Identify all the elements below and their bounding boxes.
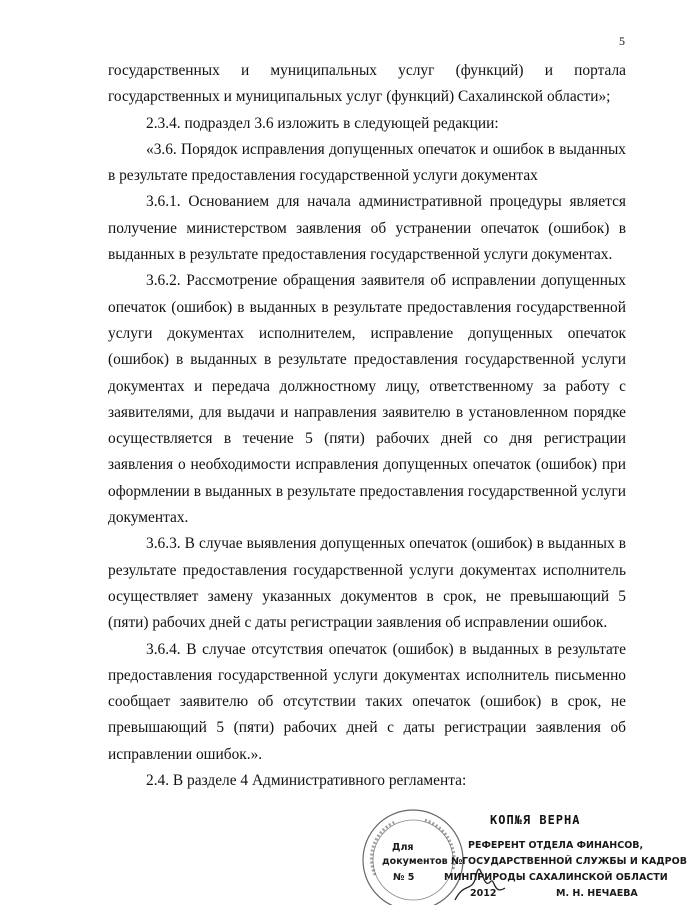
paragraph-3-6-3: 3.6.3. В случае выявления допущенных опечаток (ошибок) в выданных в результате предоставления государственной услуги документах исполнитель осуществляет замену указанных документов в срок, не превышающий 5 (пяти) рабочих дней с даты регистрации заявления об исправлении ошибок. xyxy=(108,535,626,632)
document-body xyxy=(108,58,626,794)
copy-verified-label: КОП№Я ВЕРНА xyxy=(490,813,581,827)
stamp-line-4: ГОСУДАРСТВЕННОЙ СЛУЖБЫ И КАДРОВ xyxy=(462,856,687,867)
paragraph-portal: государственных и муниципальных услуг (функций) и портала государственных и муниципальных услуг (функций) Сахалинской области»; xyxy=(108,62,626,106)
stamp-line-3: документов № xyxy=(382,856,463,867)
stamp-line-1: Для xyxy=(392,842,414,853)
paragraph-2-3-4: 2.3.4. подраздел 3.6 изложить в следующей редакции: xyxy=(146,114,499,132)
paragraph-2-4: 2.4. В разделе 4 Административного регламента: xyxy=(146,772,467,790)
stamp-line-7: 2012 xyxy=(470,888,497,899)
stamp-line-5: № 5 xyxy=(393,872,415,883)
stamp-line-6: МИНПРИРОДЫ САХАЛИНСКОЙ ОБЛАСТИ xyxy=(444,872,668,883)
paragraph-3-6-2: 3.6.2. Рассмотрение обращения заявителя об исправлении допущенных опечаток (ошибок) в выданных в результате предоставления государственной услуги документах исполнителем, исправление допущенных опечаток (ошибок) в выданных в результате предоставления государственной услуги документах и передача должностному лицу, ответственному за работу с заявителями, для выдачи и направления заявителю в установленном порядке осуществляется в течение 5 (пяти) рабочих дней со дня регистрации заявления о необходимости исправления допущенных опечаток (ошибок) при оформлении в выданных в результате предоставления государственной услуги документах. xyxy=(108,272,626,527)
paragraph-3-6-1: 3.6.1. Основанием для начала административной процедуры является получение министерством заявления об устранении опечаток (ошибок) в выданных в результате предоставления государственной услуги документах. xyxy=(108,193,626,264)
page-number: 5 xyxy=(619,34,625,48)
paragraph-3-6-heading: «3.6. Порядок исправления допущенных опечаток и ошибок в выданных в результате предоставления государственной услуги документах xyxy=(108,140,626,185)
stamp-line-8: М. Н. НЕЧАЕВА xyxy=(556,888,638,899)
paragraph-3-6-4: 3.6.4. В случае отсутствия опечаток (ошибок) в выданных в результате предоставления государственной услуги документах исполнитель письменно сообщает заявителю об отсутствии таких опечаток (ошибок) в срок, не превышающий 5 (пяти) рабочих дней с даты регистрации заявления об исправлении ошибок.». xyxy=(108,640,626,763)
stamp-line-2: РЕФЕРЕНТ ОТДЕЛА ФИНАНСОВ, xyxy=(468,840,644,851)
